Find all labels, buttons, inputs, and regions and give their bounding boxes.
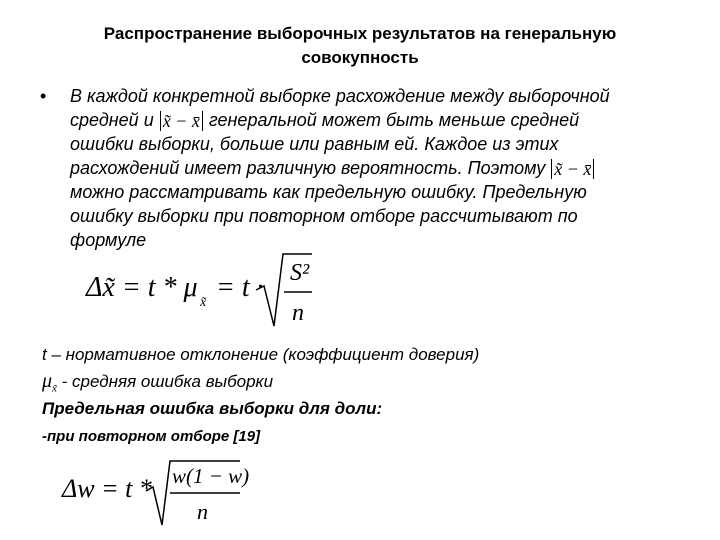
title-line-2: совокупность [301, 48, 419, 67]
paragraph-line-5: можно рассматривать как предельную ошибку. Предельную [70, 182, 587, 202]
title-line-1: Распространение выборочных результатов на генеральную [103, 24, 617, 43]
mu-definition: - средняя ошибка выборки [56, 372, 274, 391]
deviation-formula-inline-2: x̃ − x̄ [551, 159, 594, 179]
formula1-numerator: S² [290, 260, 310, 286]
paragraph-line-7: формуле [70, 230, 147, 250]
marginal-error-formula [80, 250, 320, 330]
formula1-mid: = t · [216, 272, 264, 303]
paragraph-line-4-text: расхождений имеет различную вероятность. Поэтому [70, 158, 546, 178]
paragraph-line-2-end: генеральной может быть меньше средней [208, 110, 580, 130]
formula2-lhs: Δw = t * [62, 474, 152, 503]
paragraph-line-1: В каждой конкретной выборке расхождение между выборочной [70, 86, 610, 106]
mu-definition-line [42, 370, 273, 399]
paragraph-line-4 [70, 156, 690, 180]
deviation-formula-inline: x̃ − x̄ [160, 111, 203, 131]
slide-title [20, 22, 700, 70]
paragraph-line-6: ошибку выборки при повторном отборе рассчитывают по [70, 206, 578, 226]
formula1-denominator: n [292, 300, 304, 326]
paragraph-line-3: ошибки выборки, больше или равным ей. Каждое из этих [70, 134, 559, 154]
formula1-lhs: Δx̃ = t * μ [86, 272, 198, 303]
repeat-selection-label: -при повторном отборе [19] [42, 428, 261, 445]
paragraph-line-2-start: средней и [70, 110, 154, 130]
mu-subscript: x̃ [52, 382, 57, 395]
mu-symbol: μ [42, 370, 53, 392]
formula2-denominator: n [197, 499, 208, 524]
bullet-paragraph [70, 84, 690, 252]
proportion-error-formula [60, 455, 260, 530]
proportion-error-heading: Предельная ошибка выборки для доли: [42, 399, 383, 418]
formula2-numerator: w(1 − w) [172, 464, 250, 488]
paragraph-line-2 [70, 108, 690, 132]
bullet-point: • [40, 86, 47, 106]
formula1-subscript: x̃ [200, 295, 207, 310]
t-definition: t – нормативное отклонение (коэффициент доверия) [42, 345, 480, 364]
